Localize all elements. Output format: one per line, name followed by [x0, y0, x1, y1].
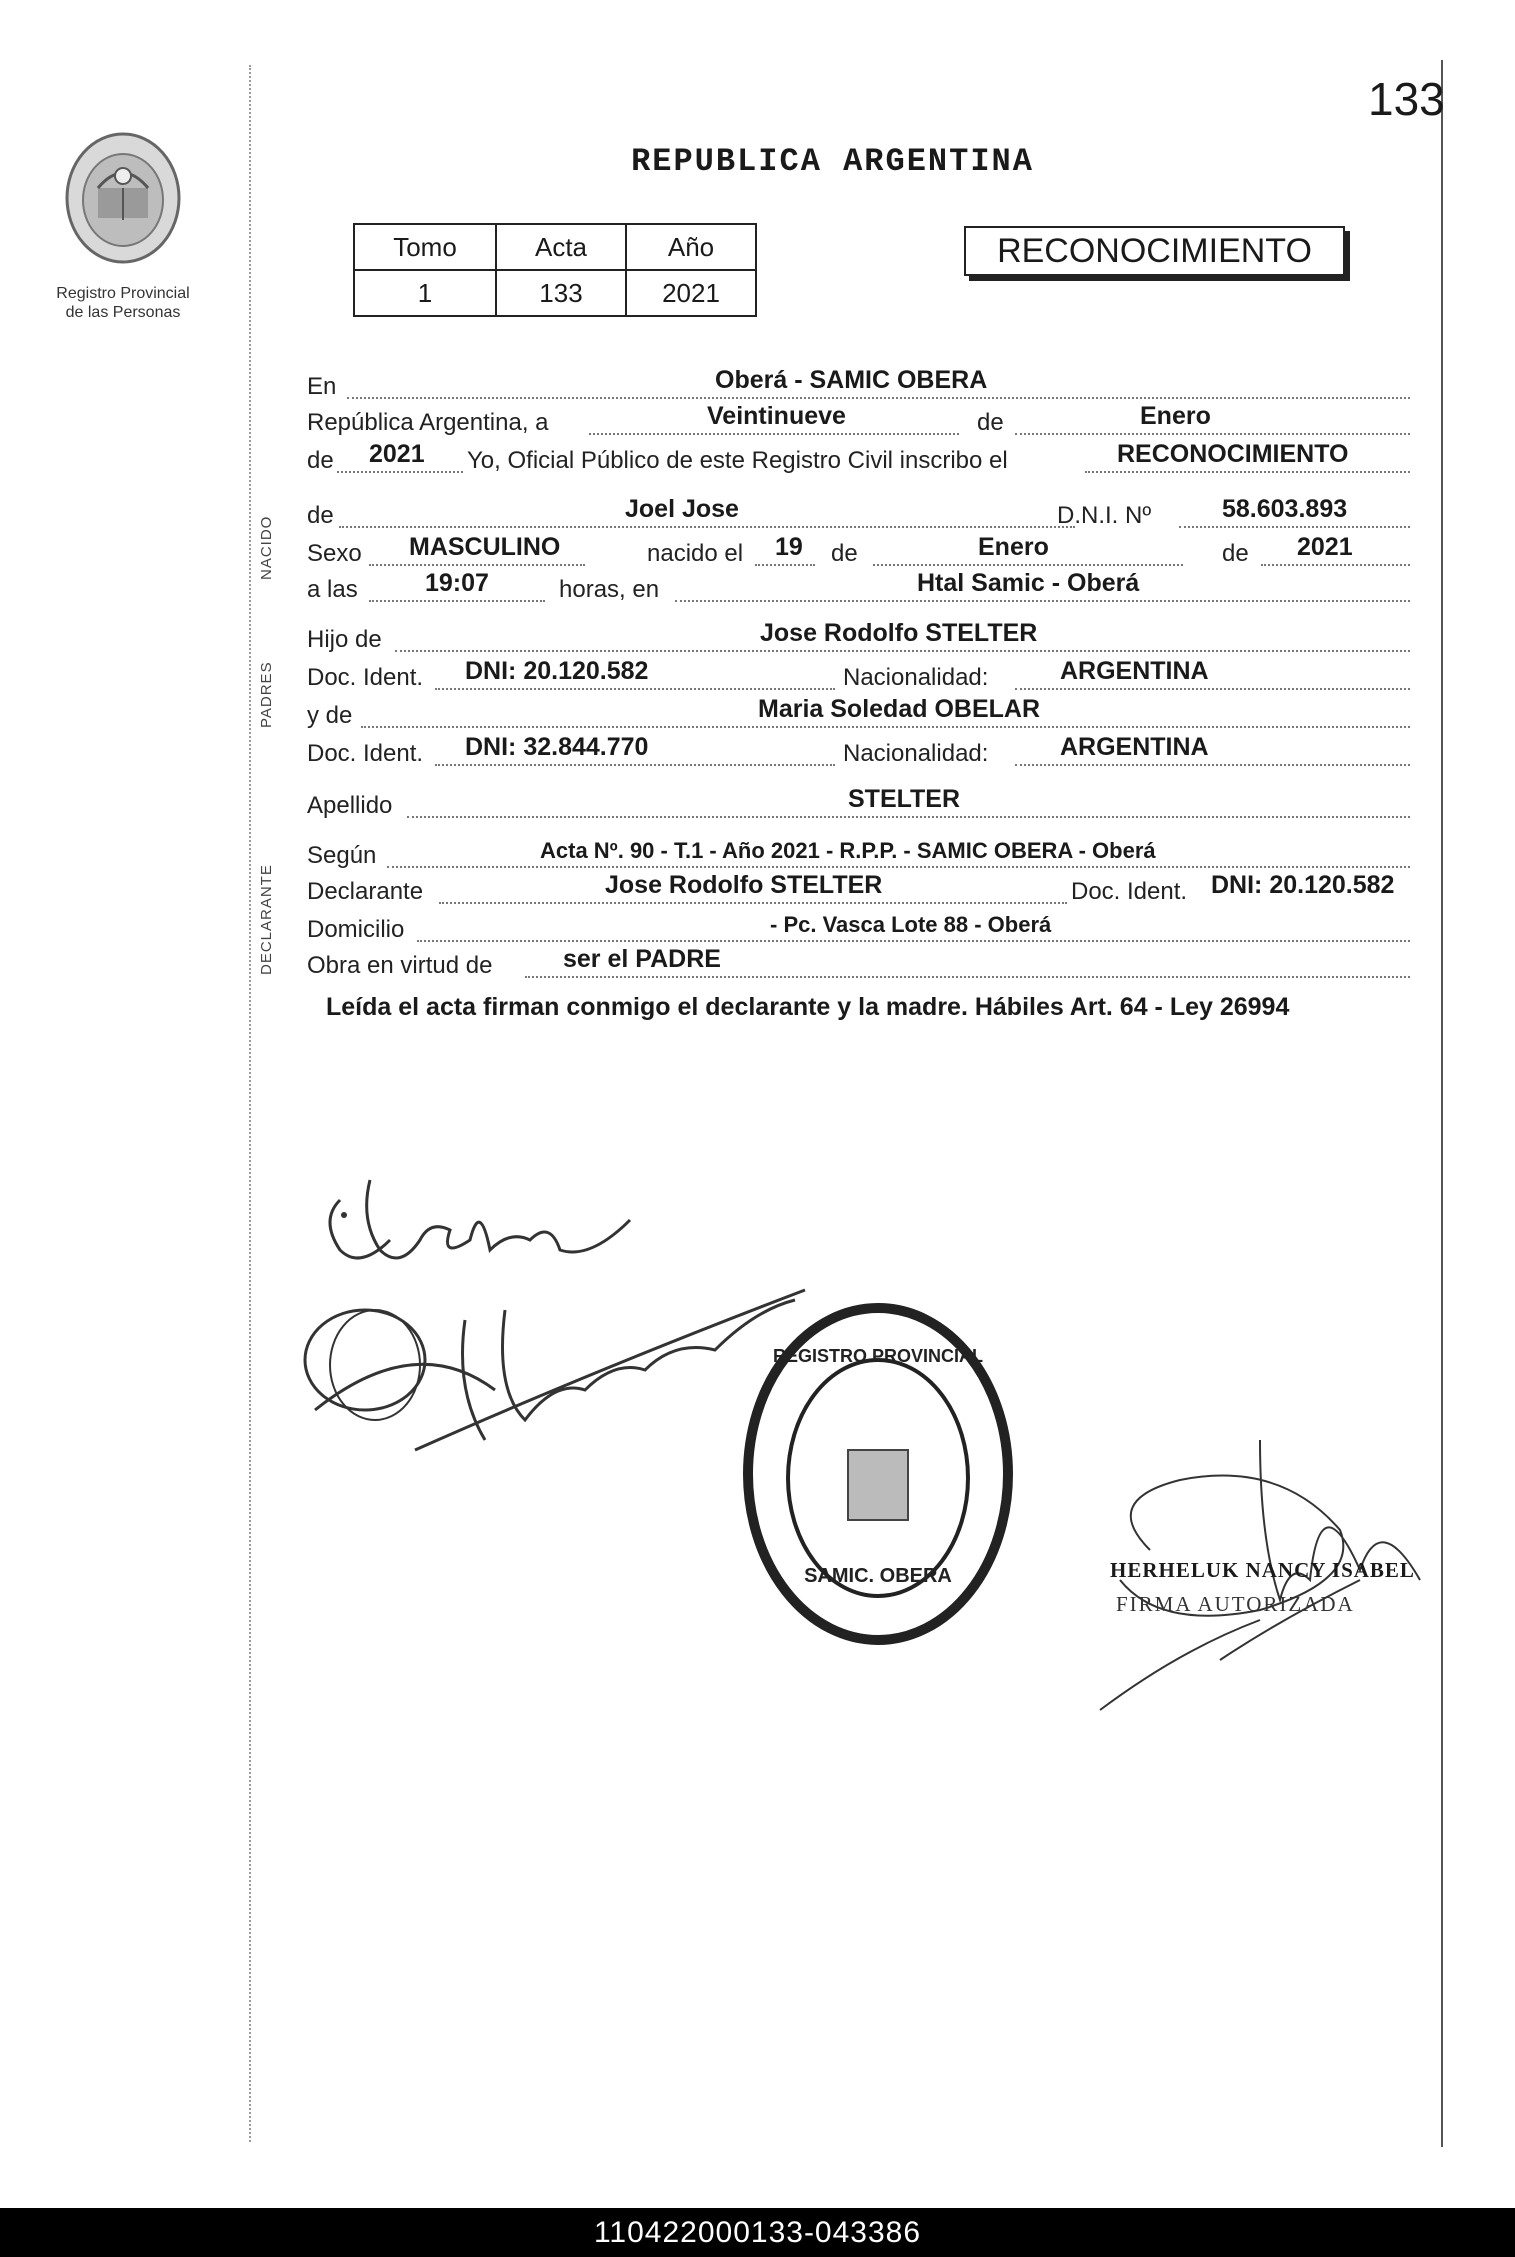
field-sexo: Sexo MASCULINO nacido el 19 de Enero de 2021 [307, 534, 1410, 570]
day-value: Veintinueve [707, 402, 846, 430]
address-value: - Pc. Vasca Lote 88 - Oberá [770, 912, 1052, 937]
father-name-value: Jose Rodolfo STELTER [760, 619, 1038, 647]
declarant-dni-value: DNI: 20.120.582 [1211, 871, 1395, 899]
field-en: En Oberá - SAMIC OBERA [307, 367, 1410, 403]
field-apellido: Apellido STELTER [307, 786, 1410, 822]
field-fecha: República Argentina, a Veintinueve de Enero [307, 403, 1410, 439]
value-anio: 2021 [626, 270, 756, 316]
svg-text:SAMIC. OBERA: SAMIC. OBERA [804, 1565, 952, 1587]
mother-signature [295, 1270, 815, 1470]
side-label-padres: PADRES [258, 661, 275, 728]
field-anio: de 2021 Yo, Oficial Público de este Registro Civil inscribo el RECONOCIMIENTO [307, 441, 1410, 477]
header-tomo: Tomo [354, 224, 496, 270]
document-title: REPUBLICA ARGENTINA [631, 143, 1034, 180]
field-madre: y de Maria Soledad OBELAR [307, 696, 1410, 732]
source-act-value: Acta Nº. 90 - T.1 - Año 2021 - R.P.P. - SAMIC OBERA - Oberá [540, 838, 1156, 863]
child-name-value: Joel Jose [625, 495, 739, 523]
birth-year-value: 2021 [1297, 533, 1353, 561]
mother-name-value: Maria Soledad OBELAR [758, 695, 1040, 723]
side-label-nacido: NACIDO [258, 515, 275, 580]
mother-nationality-value: ARGENTINA [1060, 733, 1209, 761]
sex-value: MASCULINO [409, 533, 561, 561]
right-margin-rule [1441, 60, 1443, 2147]
child-dni-value: 58.603.893 [1222, 495, 1348, 523]
place-value: Oberá - SAMIC OBERA [715, 366, 988, 394]
birth-place-value: Htal Samic - Oberá [917, 569, 1140, 597]
month-value: Enero [1140, 402, 1211, 430]
side-label-declarante: DECLARANTE [258, 864, 275, 975]
field-madre-doc: Doc. Ident. DNI: 32.844.770 Nacionalidad: ARGENTINA [307, 734, 1410, 770]
reason-value: ser el PADRE [563, 945, 721, 973]
record-type-box: RECONOCIMIENTO [964, 226, 1345, 276]
father-dni-value: DNI: 20.120.582 [465, 657, 649, 685]
record-table [353, 223, 757, 317]
birth-time-value: 19:07 [425, 569, 489, 597]
inscription-type-value: RECONOCIMIENTO [1117, 440, 1349, 468]
field-domicilio: Domicilio - Pc. Vasca Lote 88 - Oberá [307, 910, 1410, 946]
birth-day-value: 19 [775, 533, 803, 561]
field-hora: a las 19:07 horas, en Htal Samic - Oberá [307, 570, 1410, 606]
year-value: 2021 [369, 440, 425, 468]
header-acta: Acta [496, 224, 626, 270]
officer-name: HERHELUK NANCY ISABEL [1110, 1558, 1415, 1582]
field-declarante: Declarante Jose Rodolfo STELTER Doc. Ident. DNI: 20.120.582 [307, 871, 1395, 905]
field-segun: Según Acta Nº. 90 - T.1 - Año 2021 - R.P.P. - SAMIC OBERA - Oberá [307, 836, 1410, 872]
father-nationality-value: ARGENTINA [1060, 657, 1209, 685]
document-code-bar: 110422000133-043386 [0, 2208, 1515, 2257]
official-stamp [740, 1300, 1016, 1648]
field-obra: Obra en virtud de ser el PADRE [307, 946, 1410, 982]
field-nacido: de Joel Jose D.N.I. Nº 58.603.893 [307, 496, 1410, 532]
field-padre: Hijo de Jose Rodolfo STELTER [307, 620, 1410, 656]
value-acta: 133 [496, 270, 626, 316]
birth-month-value: Enero [978, 533, 1049, 561]
officer-role: FIRMA AUTORIZADA [1116, 1592, 1355, 1616]
surname-value: STELTER [848, 785, 961, 813]
page-number: 133 [1368, 73, 1445, 125]
declarant-name-value: Jose Rodolfo STELTER [605, 871, 883, 899]
closing-statement: Leída el acta firman conmigo el declarante y la madre. Hábiles Art. 64 - Ley 26994 [326, 993, 1290, 1021]
registry-label: Registro Provincial de las Personas [56, 285, 190, 321]
value-tomo: 1 [354, 270, 496, 316]
header-anio: Año [626, 224, 756, 270]
field-padre-doc: Doc. Ident. DNI: 20.120.582 Nacionalidad: ARGENTINA [307, 658, 1410, 694]
svg-text:REGISTRO PROVINCIAL: REGISTRO PROVINCIAL [772, 1346, 984, 1366]
mother-dni-value: DNI: 32.844.770 [465, 733, 649, 761]
left-margin-rule [249, 65, 251, 2142]
